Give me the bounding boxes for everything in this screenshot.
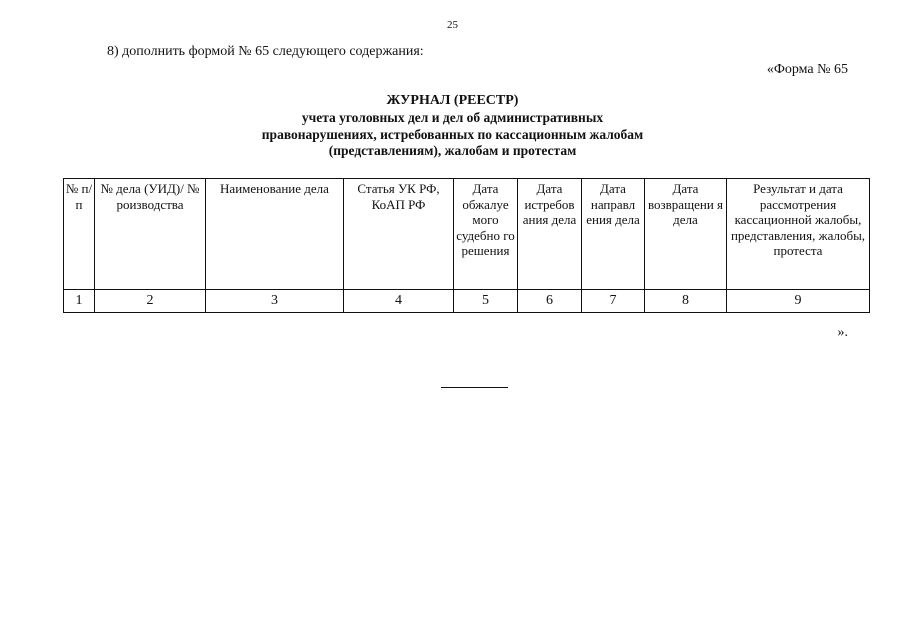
column-number-cell: 8 <box>645 290 727 313</box>
column-number-cell: 2 <box>95 290 206 313</box>
header-cell-sent-date: Дата направл ения дела <box>582 179 645 290</box>
separator-line <box>441 387 508 388</box>
column-number-cell: 6 <box>518 290 582 313</box>
page-number: 25 <box>447 19 458 31</box>
journal-table <box>63 178 870 313</box>
header-cell-result: Результат и дата рассмотрения кассационной жалобы, представления, жалобы, протеста <box>727 179 870 290</box>
column-number-cell: 1 <box>64 290 95 313</box>
journal-subtitle-line-3: (представлениям), жалобам и протестам <box>328 143 577 158</box>
table-row <box>64 290 870 313</box>
form-reference: «Форма № 65 <box>766 62 848 77</box>
column-number-cell: 7 <box>582 290 645 313</box>
intro-text: 8) дополнить формой № 65 следующего содержания: <box>107 44 424 59</box>
column-number-cell: 5 <box>454 290 518 313</box>
header-cell-number: № п/п <box>64 179 95 290</box>
table-header-row <box>64 179 870 290</box>
header-cell-request-date: Дата истребов ания дела <box>518 179 582 290</box>
column-number-cell: 3 <box>206 290 344 313</box>
header-cell-case-id: № дела (УИД)/ № роизводства <box>95 179 206 290</box>
closing-quote: ». <box>837 325 848 340</box>
column-number-cell: 4 <box>344 290 454 313</box>
journal-title-block <box>0 92 905 160</box>
column-number-cell: 9 <box>727 290 870 313</box>
journal-subtitle-line-2: правонарушениях, истребованных по кассационным жалобам <box>261 126 644 142</box>
header-cell-return-date: Дата возвращени я дела <box>645 179 727 290</box>
journal-title: ЖУРНАЛ (РЕЕСТР) <box>386 93 519 108</box>
journal-subtitle-line-1: учета уголовных дел и дел об административных <box>301 110 604 125</box>
header-cell-case-name: Наименование дела <box>206 179 344 290</box>
header-cell-article: Статья УК РФ, КоАП РФ <box>344 179 454 290</box>
header-cell-appealed-decision-date: Дата обжалуе мого судебно го решения <box>454 179 518 290</box>
